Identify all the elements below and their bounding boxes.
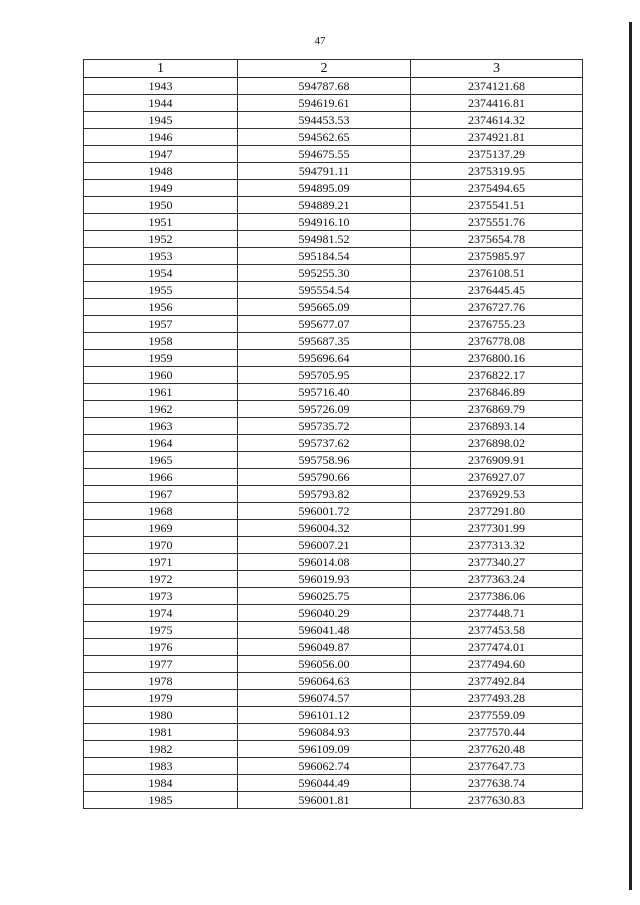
y-coordinate-cell: 2377492.84 — [411, 673, 583, 690]
y-coordinate-cell: 2375985.97 — [411, 248, 583, 265]
point-number-cell: 1951 — [84, 214, 238, 231]
point-number-cell: 1979 — [84, 690, 238, 707]
y-coordinate-cell: 2377340.27 — [411, 554, 583, 571]
point-number-cell: 1972 — [84, 571, 238, 588]
x-coordinate-cell: 596064.63 — [238, 673, 411, 690]
y-coordinate-cell: 2377494.60 — [411, 656, 583, 673]
y-coordinate-cell: 2374614.32 — [411, 112, 583, 129]
table-row — [84, 299, 583, 316]
point-number-cell: 1956 — [84, 299, 238, 316]
y-coordinate-cell: 2376929.53 — [411, 486, 583, 503]
x-coordinate-cell: 595737.62 — [238, 435, 411, 452]
x-coordinate-cell: 596041.48 — [238, 622, 411, 639]
point-number-cell: 1984 — [84, 775, 238, 792]
point-number-cell: 1982 — [84, 741, 238, 758]
table-row — [84, 452, 583, 469]
y-coordinate-cell: 2376909.91 — [411, 452, 583, 469]
y-coordinate-cell: 2377559.09 — [411, 707, 583, 724]
x-coordinate-cell: 595793.82 — [238, 486, 411, 503]
point-number-cell: 1949 — [84, 180, 238, 197]
y-coordinate-cell: 2377638.74 — [411, 775, 583, 792]
x-coordinate-cell: 595790.66 — [238, 469, 411, 486]
y-coordinate-cell: 2376822.17 — [411, 367, 583, 384]
x-coordinate-cell: 595705.95 — [238, 367, 411, 384]
y-coordinate-cell: 2375551.76 — [411, 214, 583, 231]
x-coordinate-cell: 594562.65 — [238, 129, 411, 146]
y-coordinate-cell: 2377448.71 — [411, 605, 583, 622]
table-row — [84, 690, 583, 707]
table-header-row — [84, 60, 583, 78]
table-row — [84, 401, 583, 418]
point-number-cell: 1968 — [84, 503, 238, 520]
y-coordinate-cell: 2376846.89 — [411, 384, 583, 401]
y-coordinate-cell: 2377363.24 — [411, 571, 583, 588]
y-coordinate-cell: 2377570.44 — [411, 724, 583, 741]
x-coordinate-cell: 596074.57 — [238, 690, 411, 707]
x-coordinate-cell: 596044.49 — [238, 775, 411, 792]
table-row — [84, 197, 583, 214]
x-coordinate-cell: 596056.00 — [238, 656, 411, 673]
x-coordinate-cell: 595677.07 — [238, 316, 411, 333]
x-coordinate-cell: 594453.53 — [238, 112, 411, 129]
table-row — [84, 554, 583, 571]
y-coordinate-cell: 2375541.51 — [411, 197, 583, 214]
table-row — [84, 707, 583, 724]
table-row — [84, 673, 583, 690]
y-coordinate-cell: 2376893.14 — [411, 418, 583, 435]
x-coordinate-cell: 596049.87 — [238, 639, 411, 656]
point-number-cell: 1973 — [84, 588, 238, 605]
x-coordinate-cell: 596001.72 — [238, 503, 411, 520]
point-number-cell: 1969 — [84, 520, 238, 537]
table-row — [84, 95, 583, 112]
table-row — [84, 316, 583, 333]
y-coordinate-cell: 2377493.28 — [411, 690, 583, 707]
point-number-cell: 1962 — [84, 401, 238, 418]
y-coordinate-cell: 2377453.58 — [411, 622, 583, 639]
y-coordinate-cell: 2377647.73 — [411, 758, 583, 775]
point-number-cell: 1943 — [84, 78, 238, 95]
point-number-cell: 1953 — [84, 248, 238, 265]
table-row — [84, 129, 583, 146]
point-number-cell: 1947 — [84, 146, 238, 163]
x-coordinate-cell: 595726.09 — [238, 401, 411, 418]
x-coordinate-cell: 595554.54 — [238, 282, 411, 299]
x-coordinate-cell: 596109.09 — [238, 741, 411, 758]
x-coordinate-cell: 595758.96 — [238, 452, 411, 469]
x-coordinate-cell: 595735.72 — [238, 418, 411, 435]
x-coordinate-cell: 595255.30 — [238, 265, 411, 282]
table-row — [84, 282, 583, 299]
point-number-cell: 1950 — [84, 197, 238, 214]
y-coordinate-cell: 2377313.32 — [411, 537, 583, 554]
x-coordinate-cell: 596084.93 — [238, 724, 411, 741]
column-header-3: 3 — [411, 60, 583, 78]
table-row — [84, 367, 583, 384]
x-coordinate-cell: 596025.75 — [238, 588, 411, 605]
coordinate-table — [83, 59, 583, 809]
table-row — [84, 503, 583, 520]
y-coordinate-cell: 2376727.76 — [411, 299, 583, 316]
point-number-cell: 1976 — [84, 639, 238, 656]
x-coordinate-cell: 595687.35 — [238, 333, 411, 350]
table-row — [84, 520, 583, 537]
point-number-cell: 1955 — [84, 282, 238, 299]
point-number-cell: 1948 — [84, 163, 238, 180]
table-row — [84, 350, 583, 367]
y-coordinate-cell: 2376927.07 — [411, 469, 583, 486]
point-number-cell: 1978 — [84, 673, 238, 690]
x-coordinate-cell: 595696.64 — [238, 350, 411, 367]
table-row — [84, 214, 583, 231]
point-number-cell: 1944 — [84, 95, 238, 112]
table-row — [84, 571, 583, 588]
y-coordinate-cell: 2377474.01 — [411, 639, 583, 656]
table-row — [84, 418, 583, 435]
table-row — [84, 656, 583, 673]
x-coordinate-cell: 594981.52 — [238, 231, 411, 248]
table-row — [84, 384, 583, 401]
x-coordinate-cell: 595716.40 — [238, 384, 411, 401]
y-coordinate-cell: 2375654.78 — [411, 231, 583, 248]
point-number-cell: 1974 — [84, 605, 238, 622]
column-header-1: 1 — [84, 60, 238, 78]
y-coordinate-cell: 2374416.81 — [411, 95, 583, 112]
table-row — [84, 724, 583, 741]
y-coordinate-cell: 2376778.08 — [411, 333, 583, 350]
table-row — [84, 486, 583, 503]
point-number-cell: 1959 — [84, 350, 238, 367]
x-coordinate-cell: 594889.21 — [238, 197, 411, 214]
x-coordinate-cell: 594787.68 — [238, 78, 411, 95]
table-row — [84, 622, 583, 639]
point-number-cell: 1966 — [84, 469, 238, 486]
table-row — [84, 180, 583, 197]
x-coordinate-cell: 596062.74 — [238, 758, 411, 775]
y-coordinate-cell: 2376800.16 — [411, 350, 583, 367]
point-number-cell: 1946 — [84, 129, 238, 146]
point-number-cell: 1983 — [84, 758, 238, 775]
y-coordinate-cell: 2376755.23 — [411, 316, 583, 333]
x-coordinate-cell: 596019.93 — [238, 571, 411, 588]
x-coordinate-cell: 596101.12 — [238, 707, 411, 724]
table-row — [84, 537, 583, 554]
x-coordinate-cell: 596014.08 — [238, 554, 411, 571]
y-coordinate-cell: 2377291.80 — [411, 503, 583, 520]
point-number-cell: 1958 — [84, 333, 238, 350]
table-row — [84, 758, 583, 775]
point-number-cell: 1945 — [84, 112, 238, 129]
point-number-cell: 1965 — [84, 452, 238, 469]
y-coordinate-cell: 2376869.79 — [411, 401, 583, 418]
y-coordinate-cell: 2375319.95 — [411, 163, 583, 180]
point-number-cell: 1967 — [84, 486, 238, 503]
x-coordinate-cell: 596007.21 — [238, 537, 411, 554]
table-row — [84, 741, 583, 758]
y-coordinate-cell: 2376108.51 — [411, 265, 583, 282]
table-row — [84, 605, 583, 622]
table-row — [84, 469, 583, 486]
table-row — [84, 792, 583, 809]
column-header-2: 2 — [238, 60, 411, 78]
point-number-cell: 1977 — [84, 656, 238, 673]
x-coordinate-cell: 594675.55 — [238, 146, 411, 163]
x-coordinate-cell: 595665.09 — [238, 299, 411, 316]
x-coordinate-cell: 594619.61 — [238, 95, 411, 112]
y-coordinate-cell: 2377386.06 — [411, 588, 583, 605]
point-number-cell: 1954 — [84, 265, 238, 282]
table-row — [84, 78, 583, 95]
table-row — [84, 333, 583, 350]
page-number: 47 — [314, 35, 326, 47]
point-number-cell: 1957 — [84, 316, 238, 333]
x-coordinate-cell: 595184.54 — [238, 248, 411, 265]
point-number-cell: 1980 — [84, 707, 238, 724]
table-row — [84, 248, 583, 265]
table-row — [84, 112, 583, 129]
y-coordinate-cell: 2377301.99 — [411, 520, 583, 537]
x-coordinate-cell: 594916.10 — [238, 214, 411, 231]
point-number-cell: 1961 — [84, 384, 238, 401]
table-row — [84, 265, 583, 282]
x-coordinate-cell: 596001.81 — [238, 792, 411, 809]
point-number-cell: 1975 — [84, 622, 238, 639]
point-number-cell: 1981 — [84, 724, 238, 741]
y-coordinate-cell: 2375137.29 — [411, 146, 583, 163]
y-coordinate-cell: 2377620.48 — [411, 741, 583, 758]
y-coordinate-cell: 2375494.65 — [411, 180, 583, 197]
x-coordinate-cell: 596004.32 — [238, 520, 411, 537]
point-number-cell: 1970 — [84, 537, 238, 554]
y-coordinate-cell: 2374121.68 — [411, 78, 583, 95]
table-row — [84, 231, 583, 248]
table-row — [84, 775, 583, 792]
table-row — [84, 588, 583, 605]
table-row — [84, 639, 583, 656]
x-coordinate-cell: 594791.11 — [238, 163, 411, 180]
y-coordinate-cell: 2376898.02 — [411, 435, 583, 452]
table-row — [84, 163, 583, 180]
point-number-cell: 1960 — [84, 367, 238, 384]
y-coordinate-cell: 2374921.81 — [411, 129, 583, 146]
point-number-cell: 1964 — [84, 435, 238, 452]
point-number-cell: 1952 — [84, 231, 238, 248]
y-coordinate-cell: 2377630.83 — [411, 792, 583, 809]
table-body — [84, 78, 583, 809]
y-coordinate-cell: 2376445.45 — [411, 282, 583, 299]
point-number-cell: 1963 — [84, 418, 238, 435]
table-row — [84, 146, 583, 163]
x-coordinate-cell: 594895.09 — [238, 180, 411, 197]
page-edge-rule — [629, 22, 632, 890]
x-coordinate-cell: 596040.29 — [238, 605, 411, 622]
point-number-cell: 1971 — [84, 554, 238, 571]
table-row — [84, 435, 583, 452]
point-number-cell: 1985 — [84, 792, 238, 809]
